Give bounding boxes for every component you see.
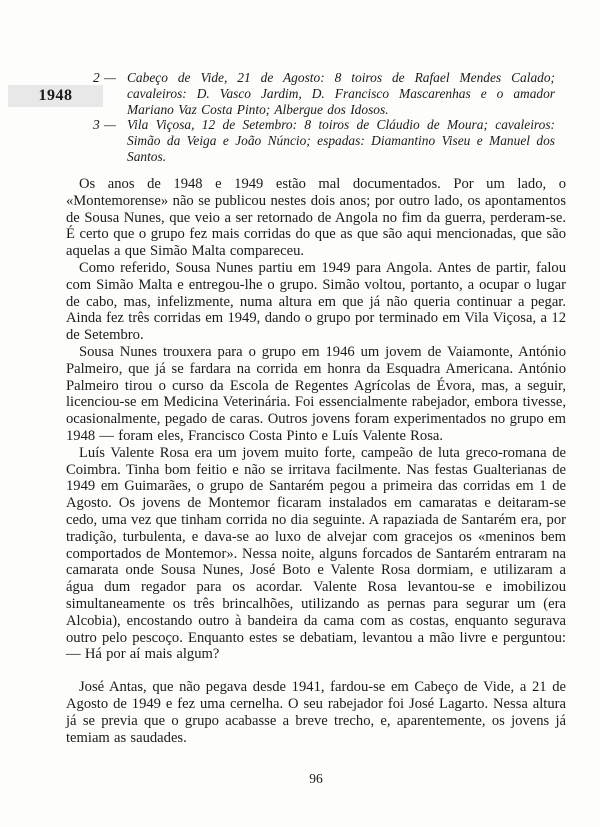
entry-text: Vila Viçosa, 12 de Setembro: 8 toiros de Cláudio de Moura; cavaleiros: Simão da Veiga e João Núncio; espadas: Diamantino Viseu e Manuel dos Santos. <box>127 117 555 164</box>
entry-marker: 3 — <box>93 117 116 133</box>
paragraph: José Antas, que não pegava desde 1941, fardou-se em Cabeço de Vide, a 21 de Agosto de 1949 e fez uma cernelha. O seu rabejador foi José Lagarto. Nessa altura já se previa que o grupo acabasse a breve trecho, e, aparentemente, os jovens já temiam as saudades. <box>66 679 566 746</box>
paragraph: Luís Valente Rosa era um jovem muito forte, campeão de luta greco-romana de Coimbra. Tinha bom feitio e não se irritava facilmente. Nas festas Gualterianas de 1949 em Guimarães, o grupo de Santarém pegou a primeira das corridas em 1 de Agosto. Os jovens de Montemor ficaram instalados em camaratas e deitaram-se cedo, uma vez que tinham corrida no dia seguinte. A rapaziada de Santarém era, por tradição, turbulenta, e dava-se ao luxo de alvejar com gracejos os «meninos bem comportados de Montemor». Nessa noite, alguns forcados de Santarém entraram na camarata onde Sousa Nunes, José Boto e Valente Rosa dormiam, e utilizaram a água dum regador para os acordar. Valente Rosa levantou-se e imobilizou simultaneamente os três brincalhões, utilizando as pernas para segurar um (era Alcobia), encostando outro à bandeira da cama com as costas, enquanto segurava outro pelo pescoço. Enquanto estes se debatiam, levantou a mão livre e perguntou: — Há por aí mais algum? <box>66 444 566 663</box>
margin-year-label: 1948 <box>8 85 103 107</box>
list-item <box>93 70 555 117</box>
paragraph: Como referido, Sousa Nunes partiu em 1949 para Angola. Antes de partir, falou com Simão Malta e entregou-lhe o grupo. Simão voltou, portanto, a ocupar o lugar de cabo, mas, infelizmente, numa altura em que já não queria continuar a pegar. Ainda fez três corridas em 1949, dando o grupo por terminado em Vila Viçosa, a 12 de Setembro. <box>66 259 566 344</box>
paragraph: Sousa Nunes trouxera para o grupo em 1946 um jovem de Vaiamonte, António Palmeiro, que já se fardara na corrida em honra da Esquadra Americana. António Palmeiro tirou o curso da Escola de Regentes Agrícolas de Évora, mas, a seguir, licenciou-se em Medicina Veterinária. Foi essencialmente rabejador, embora tivesse, ocasionalmente, pegado de caras. Outros jovens foram experimentados no grupo em 1948 — foram eles, Francisco Costa Pinto e Luís Valente Rosa. <box>66 343 566 444</box>
body-text-block <box>66 176 566 746</box>
paragraph: Os anos de 1948 e 1949 estão mal documentados. Por um lado, o «Montemorense» não se publicou nestes dois anos; por outro lado, os apontamentos de Sousa Nunes, que veio a ser retornado de Angola no fim da guerra, perderam-se. É certo que o grupo fez mais corridas do que as que são aqui mencionadas, que são aquelas a que Simão Malta compareceu. <box>66 176 566 260</box>
page-number: 96 <box>309 771 323 786</box>
list-item <box>93 117 555 164</box>
corrida-entries-list <box>93 70 555 165</box>
entry-text: Cabeço de Vide, 21 de Agosto: 8 toiros de Rafael Mendes Calado; cavaleiros: D. Vasco Jardim, D. Francisco Mascarenhas e o amador Mariano Vaz Costa Pinto; Albergue dos Idosos. <box>127 70 555 117</box>
entry-marker: 2 — <box>93 70 116 85</box>
